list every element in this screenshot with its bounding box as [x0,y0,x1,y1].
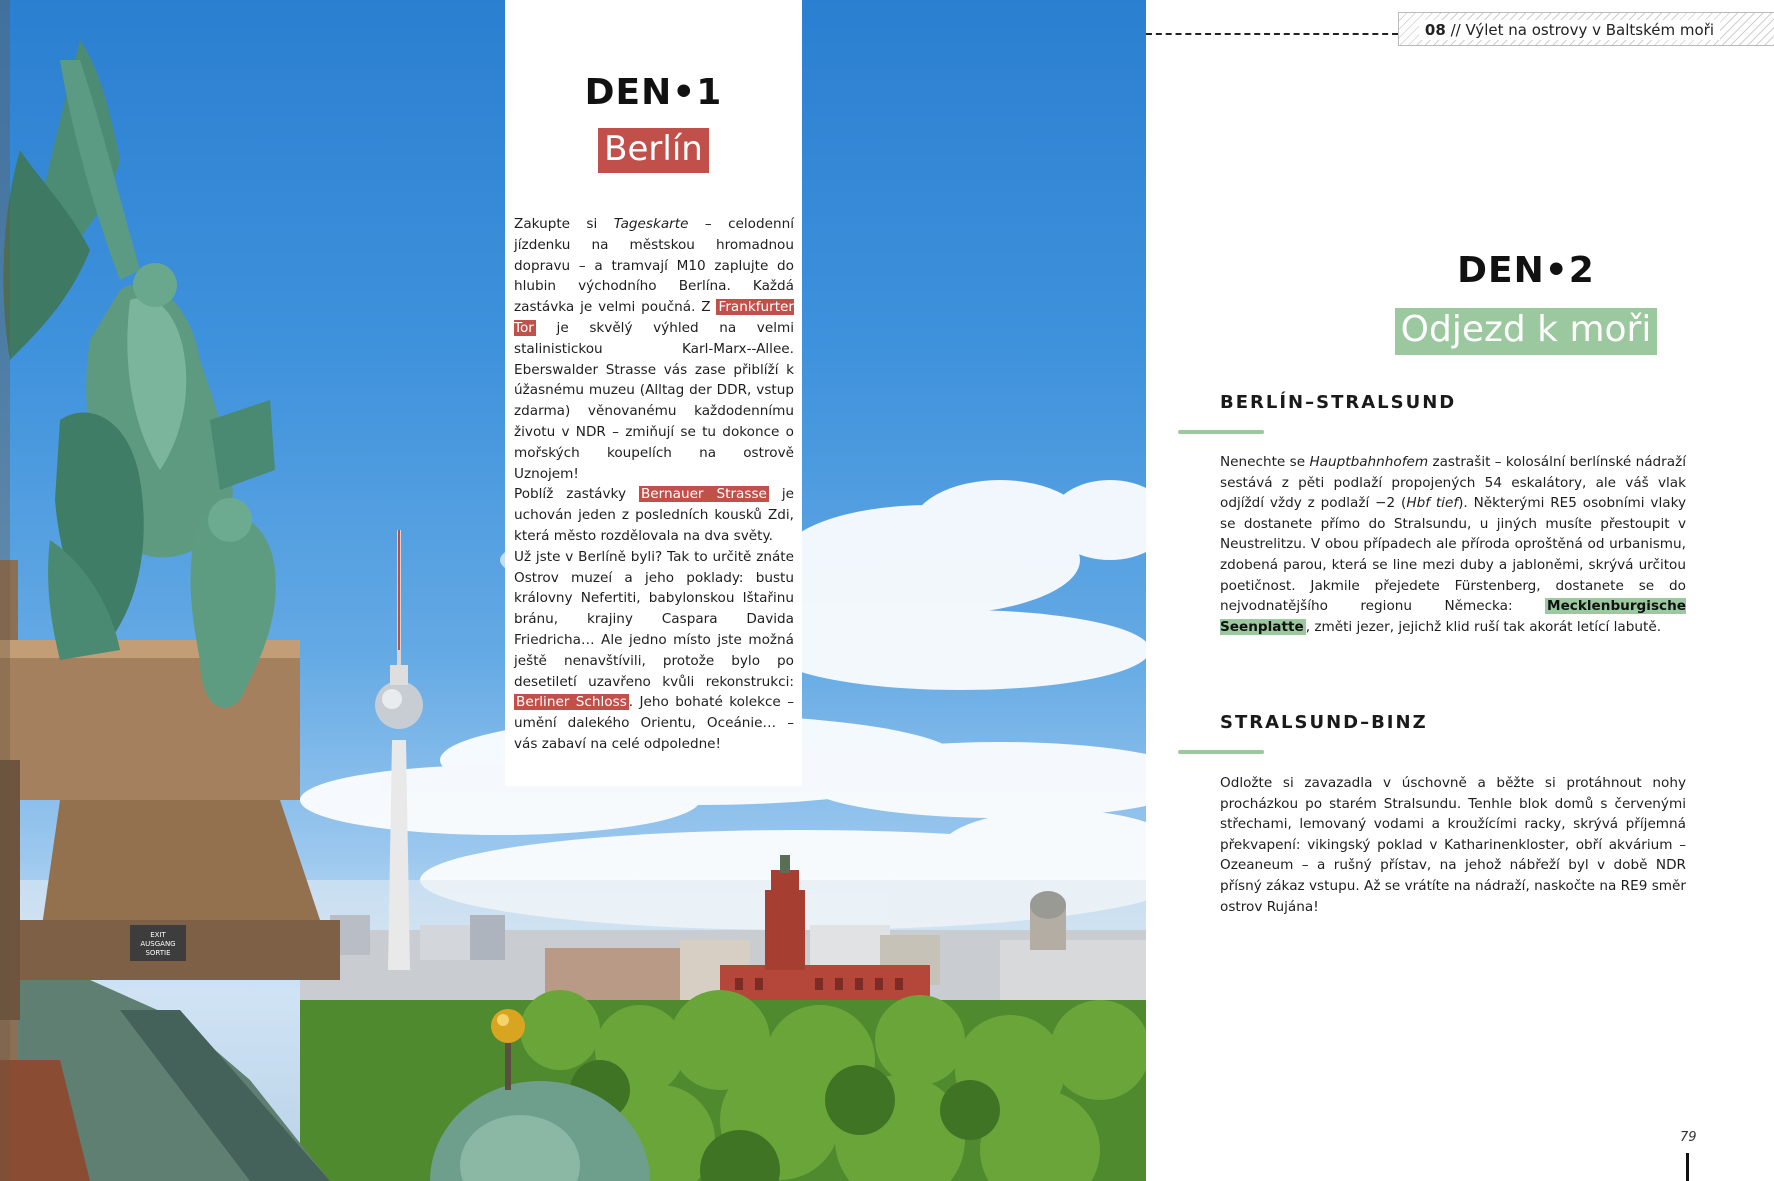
chapter-title: Výlet na ostrovy v Baltském moři [1465,21,1714,39]
section-stralsund-binz-title: STRALSUND–BINZ [1220,712,1428,733]
page-edge-tick [1686,1153,1689,1181]
text-run: Nenechte se [1220,454,1310,470]
right-page [1146,0,1774,1181]
header-dashed-rule [1146,33,1398,35]
day1-paragraph-2 [514,484,794,546]
chapter-number: 08 [1424,21,1446,39]
text-run: Už jste v Berlíně byli? Tak to určitě znáte Ostrov muzeí a jeho poklady: bustu královny Nefertiti, babylonskou Ištařinu bránu, krajiny Caspara Davida Friedricha… Ale jedno místo jste možná ještě nenavštívili, protože bylo po desetiletí uzavřeno kvůli rekonstrukci: [514,548,794,690]
section-stralsund-binz-rule [1178,750,1264,754]
text-run: – celodenní jízdenku na městskou hromadnou dopravu – a tramvají M10 zaplujte do hlubin východního Berlína. Každá zastávka je velmi poučná. Z [514,216,794,316]
day1-title-wrapper [505,128,802,173]
exit-sign-line2: AUSGANG [140,940,176,948]
day1-text-column [505,0,802,786]
section-berlin-stralsund-text [1220,452,1686,637]
text-run: . Jeho bohaté kolekce – umění dalekého Orientu, Oceánie… – vás zabaví na celé odpoledne! [514,694,794,752]
text-run: zastrašit – kolosální berlínské nádraží sestává z pěti podlaží propojených 54 eskalátory, ale váš vlak odjíždí vždy z podlaží −2 ( [1220,454,1686,512]
text-run: je skvělý výhled na velmi stalinistickou Karl-Marx--Allee. Eberswalder Strasse vás zase přiblíží k úžasnému muzeu (Alltag der DDR, vstup zdarma) věnovanému každodennímu životu v NDR – zmiňují se tu dokonce o mořských koupelích na ostrově Uznojem! [514,319,795,482]
text-run: ). Některými RE5 osobními vlaky se dostanete přímo do Stralsundu, u jiných musíte přestoupit v Neustrelitzu. V obou případech ale příroda oproštěná od urbanismu, zdobená parou, která se line mezi duby a jabloněmi, skrývá určitou poetičnost. Jakmile přejedete Fürstenberg, dostanete se do nejvodnatějšího regionu Německa: [1220,495,1686,615]
text-run: Zakupte si [514,216,614,232]
park-trees [300,990,1146,1181]
angel-statue [3,40,275,708]
section-berlin-stralsund-title: BERLÍN–STRALSUND [1220,392,1457,413]
berliner-schloss-highlight: Berliner Schloss [516,694,627,711]
day2-title: Odjezd k moři [1395,308,1658,355]
frankfurter-tor-highlight: Frankfurter Tor [514,299,794,336]
day2-heading: DEN•2 [1457,250,1595,291]
chapter-separator: // [1445,21,1466,39]
exit-sign-line3: SORTIE [145,949,171,957]
day1-heading: DEN•1 [584,72,723,113]
bernauer-strasse-highlight: Bernauer Strasse [640,486,767,503]
section-stralsund-binz-text: Odložte si zavazadla v úschovně a běžte si protáhnout nohy procházkou po starém Stralsundu. Tenhle blok domů s červenými střechami, lemovaný vodami a kroužícími racky, skrývá příjemná překvapení: vikingský poklad v Katharinenkloster, obří akvárium – Ozeaneum – a rušný přístav, na jehož nábřeží byl v době NDR přísný zákaz vstupu. Až se vrátíte na nádraží, naskočte na RE9 směr ostrov Rujána! [1220,775,1686,915]
running-header [1146,0,1774,46]
exit-sign-line1: EXIT [150,931,166,939]
day1-title: Berlín [598,128,709,173]
hbf-tief-term: Hbf tief [1406,495,1459,512]
text-run: , změti jezer, jejichž klid ruší tak akorát letící labutě. [1305,618,1662,635]
text-run: je uchován jeden z posledních kousků Zdi, která město rozdělovala na dva světy. [514,486,794,544]
chapter-label [1419,20,1720,40]
day2-title-wrapper [1326,308,1726,355]
tageskarte-term: Tageskarte [613,216,689,232]
hauptbahnhof-term: Hauptbahnhofem [1309,454,1429,470]
day1-paragraph-3 [514,547,794,755]
page-number: 79 [1680,1130,1697,1145]
mecklenburg-seenplatte-highlight: Mecklenburgische Seenplatte [1220,598,1686,635]
text-run: Poblíž zastávky [514,486,639,503]
section-berlin-stralsund-rule [1178,430,1264,434]
day1-paragraph-1 [514,214,794,484]
day1-body-text [514,214,794,755]
